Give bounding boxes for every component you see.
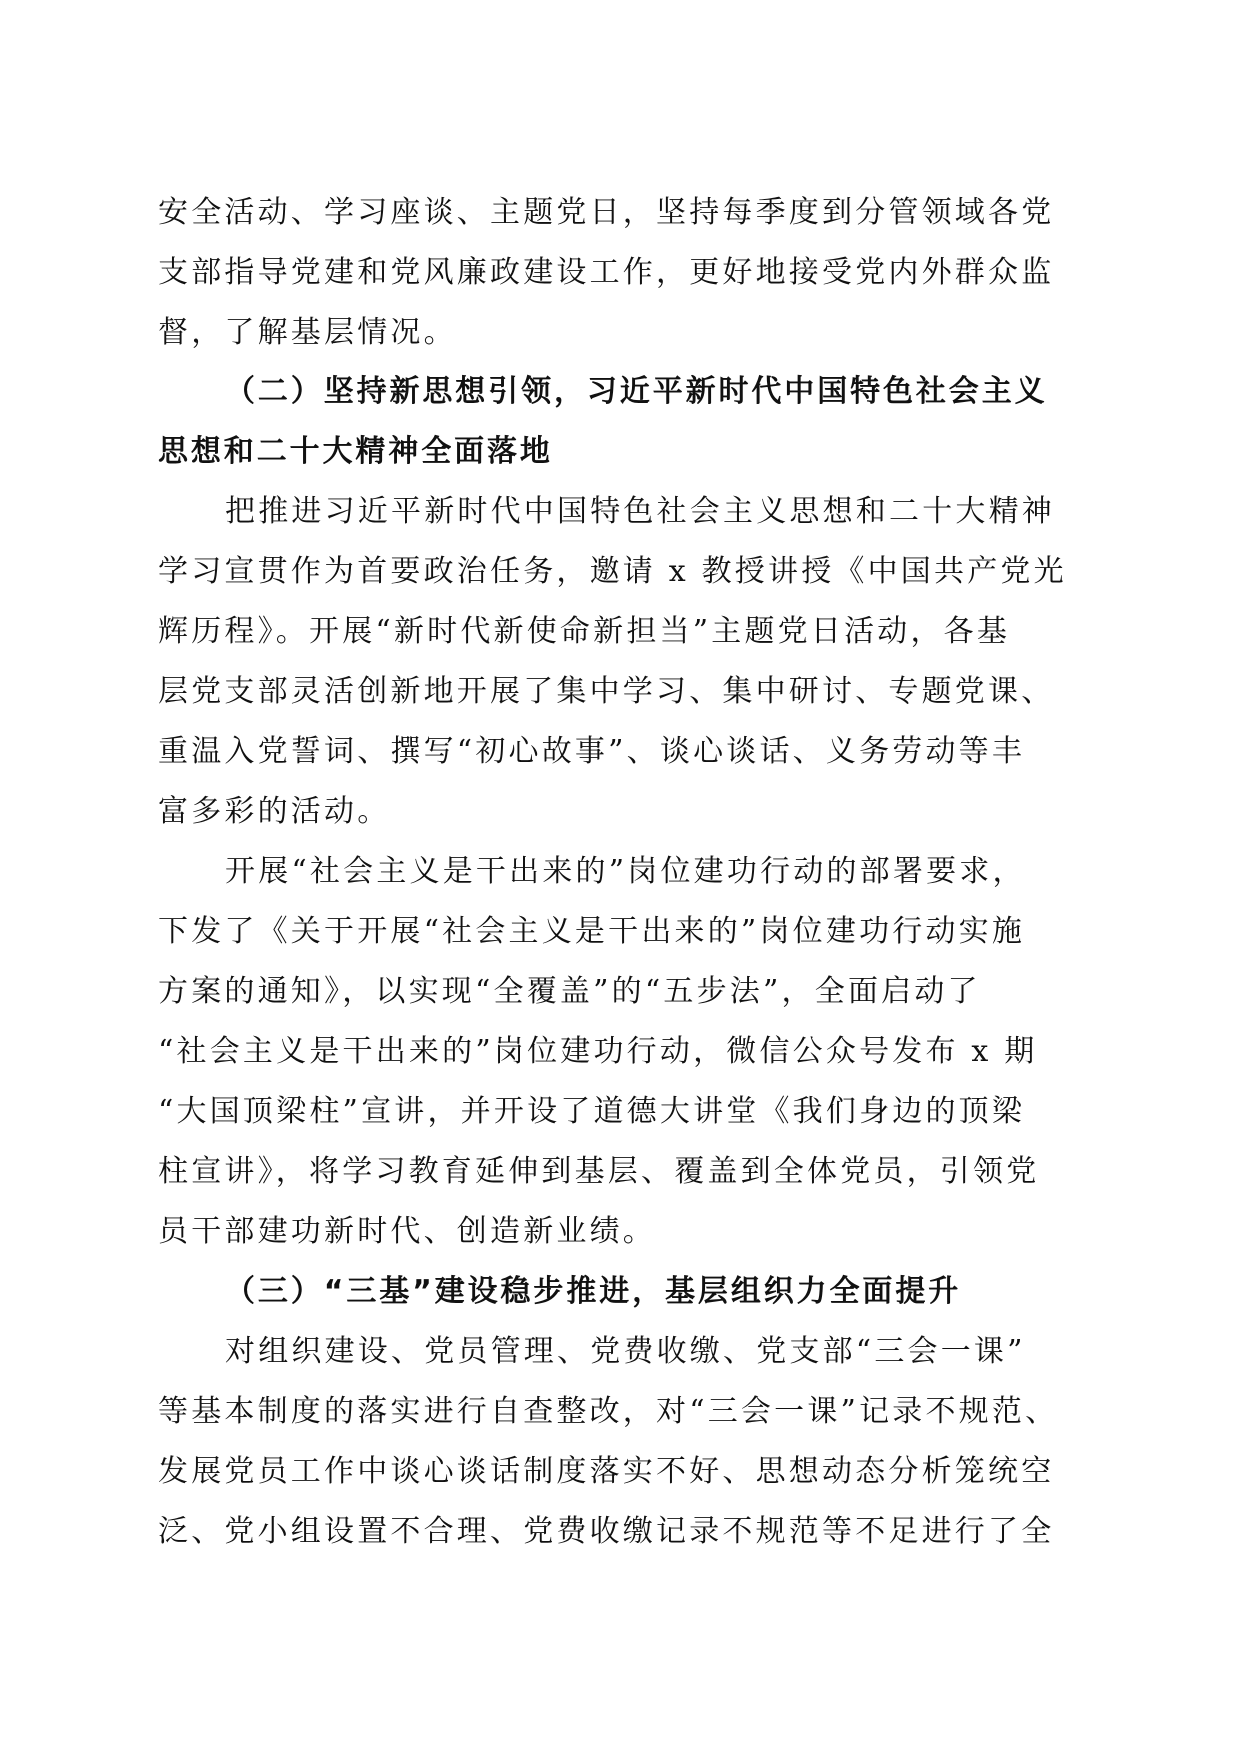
paragraph-line: 开展“社会主义是干出来的”岗位建功行动的部署要求，: [225, 854, 1026, 889]
paragraph-line: 柱宣讲》，将学习教育延伸到基层、覆盖到全体党员，引领党: [158, 1154, 1040, 1189]
paragraph-line: “大国顶梁柱”宣讲，并开设了道德大讲堂《我们身边的顶梁: [158, 1094, 1026, 1129]
paragraph-line: 学习宣贯作为首要政治任务，邀请 x 教授讲授《中国共产党光: [158, 554, 1067, 589]
paragraph-line: 把推进习近平新时代中国特色社会主义思想和二十大精神: [225, 494, 1055, 529]
paragraph-line: “社会主义是干出来的”岗位建功行动，微信公众号发布 x 期: [158, 1034, 1038, 1069]
paragraph-line: 方案的通知》，以实现“全覆盖”的“五步法”，全面启动了: [158, 974, 981, 1009]
paragraph-line: 下发了《关于开展“社会主义是干出来的”岗位建功行动实施: [158, 914, 1026, 949]
section-heading: （三）“三基”建设稳步推进，基层组织力全面提升: [225, 1274, 962, 1309]
paragraph-line: 层党支部灵活创新地开展了集中学习、集中研讨、专题党课、: [158, 674, 1055, 709]
paragraph-line: 支部指导党建和党风廉政建设工作，更好地接受党内外群众监: [158, 255, 1055, 290]
paragraph-line: 员干部建功新时代、创造新业绩。: [158, 1214, 656, 1249]
paragraph-line: 泛、党小组设置不合理、党费收缴记录不规范等不足进行了全: [158, 1514, 1055, 1549]
paragraph-line: 富多彩的活动。: [158, 794, 391, 829]
paragraph-line: 安全活动、学习座谈、主题党日，坚持每季度到分管领域各党: [158, 195, 1055, 230]
paragraph-line: 发展党员工作中谈心谈话制度落实不好、思想动态分析笼统空: [158, 1454, 1055, 1489]
section-heading: 思想和二十大精神全面落地: [158, 434, 553, 469]
paragraph-line: 对组织建设、党员管理、党费收缴、党支部“三会一课”: [225, 1334, 1026, 1369]
paragraph-line: 等基本制度的落实进行自查整改，对“三会一课”记录不规范、: [158, 1394, 1059, 1429]
paragraph-line: 重温入党誓词、撰写“初心故事”、谈心谈话、义务劳动等丰: [158, 734, 1026, 769]
paragraph-line: 辉历程》。开展“新时代新使命新担当”主题党日活动，各基: [158, 614, 1011, 649]
paragraph-line: 督，了解基层情况。: [158, 315, 457, 350]
section-heading: （二）坚持新思想引领，习近平新时代中国特色社会主义: [225, 374, 1048, 409]
